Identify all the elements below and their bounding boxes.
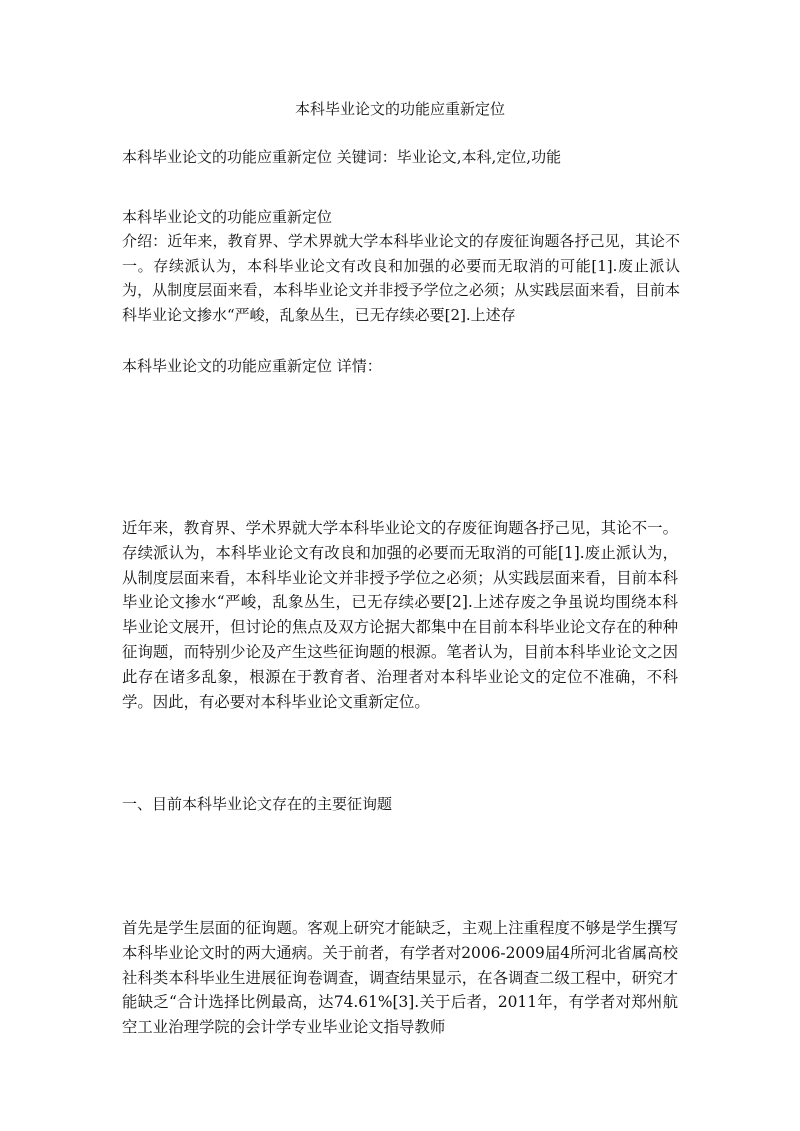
section-heading-1: 一、目前本科毕业论文存在的主要征询题 — [122, 795, 393, 813]
document-title: 本科毕业论文的功能应重新定位 — [294, 100, 505, 118]
intro-heading: 本科毕业论文的功能应重新定位 — [122, 208, 333, 226]
details-heading: 本科毕业论文的功能应重新定位 详情： — [122, 357, 382, 375]
body-paragraph-2: 首先是学生层面的征询题。客观上研究才能缺乏，主观上注重程度不够是学生撰写本科毕业论文时的两大通病。关于前者，有学者对2006-2009届4所河北省属高校社科类本科毕业生进展征询卷调查，调查结果显示，在各调查二级工程中，研究才能缺乏“合计选择比例最高，达74.61%[3].关于后者，2011年，有学者对郑州航空工业治理学院的会计学专业毕业论文指导教师 — [122, 919, 678, 1037]
intro-paragraph: 介绍：近年来，教育界、学术界就大学本科毕业论文的存废征询题各抒己见，其论不一。存续派认为，本科毕业论文有改良和加强的必要而无取消的可能[1].废止派认为，从制度层面来看，本科毕业论文并非授予学位之必须；从实践层面来看，目前本科毕业论文掺水“严峻，乱象丛生，已无存续必要[2].上述存 — [122, 232, 680, 324]
keywords-line: 本科毕业论文的功能应重新定位 关键词：毕业论文,本科,定位,功能 — [122, 148, 562, 166]
body-paragraph-1: 近年来，教育界、学术界就大学本科毕业论文的存废征询题各抒己见，其论不一。存续派认为，本科毕业论文有改良和加强的必要而无取消的可能[1].废止派认为，从制度层面来看，本科毕业论文并非授予学位之必须；从实践层面来看，目前本科毕业论文掺水“严峻，乱象丛生，已无存续必要[2].上述存废之争虽说均围绕本科毕业论文展开，但讨论的焦点及双方论据大都集中在目前本科毕业论文存在的种种征询题，而特别少论及产生这些征询题的根源。笔者认为，目前本科毕业论文之因此存在诸多乱象，根源在于教育者、治理者对本科毕业论文的定位不准确，不科学。因此，有必要对本科毕业论文重新定位。 — [122, 519, 678, 711]
